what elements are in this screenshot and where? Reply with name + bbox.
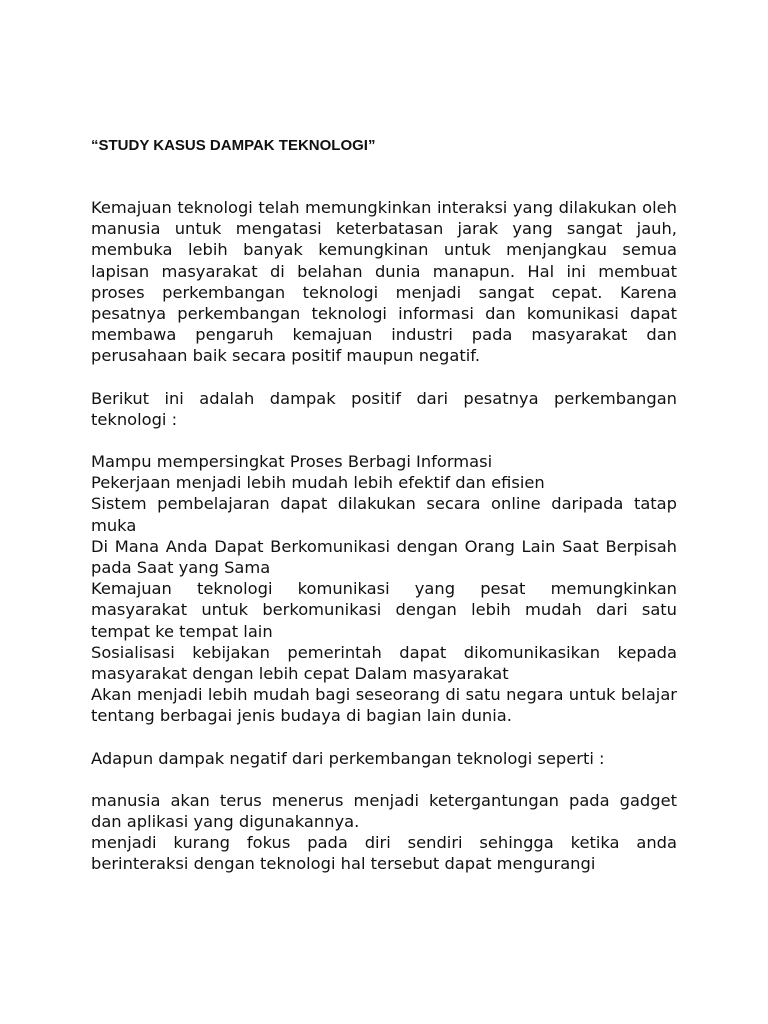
document-title: “STUDY KASUS DAMPAK TEKNOLOGI” [91, 137, 376, 154]
negative-item: manusia akan terus menerus menjadi ketergantungan pada gadget dan aplikasi yang digunakannya. [91, 790, 677, 832]
paragraph-gap [91, 430, 677, 451]
intro-paragraph: Kemajuan teknologi telah memungkinkan interaksi yang dilakukan oleh manusia untuk mengatasi keterbatasan jarak yang sangat jauh, membuka lebih banyak kemungkinan untuk menjangkau semua lapisan masyarakat di belahan dunia manapun. Hal ini membuat proses perkembangan teknologi menjadi sangat cepat. Karena pesatnya perkembangan teknologi informasi dan komunikasi dapat membawa pengaruh kemajuan industri pada masyarakat dan perusahaan baik secara positif maupun negatif. [91, 198, 677, 366]
negative-item: menjadi kurang fokus pada diri sendiri sehingga ketika anda berinteraksi dengan teknologi hal tersebut dapat mengurangi [91, 833, 677, 874]
paragraph-gap [91, 727, 677, 748]
negative-heading: Adapun dampak negatif dari perkembangan teknologi seperti : [91, 748, 605, 768]
positive-heading: Berikut ini adalah dampak positif dari pesatnya perkembangan teknologi : [91, 388, 677, 429]
positive-item: Pekerjaan menjadi lebih mudah lebih efektif dan efisien [91, 473, 545, 493]
paragraph-gap [91, 769, 677, 790]
positive-item: Kemajuan teknologi komunikasi yang pesat memungkinkan masyarakat untuk berkomunikasi dengan lebih mudah dari satu tempat ke tempat lain [91, 579, 677, 641]
positive-item: Sistem pembelajaran dapat dilakukan secara online daripada tatap muka [91, 494, 677, 535]
paragraph-gap [91, 367, 677, 388]
document-body [91, 197, 677, 875]
positive-item: Sosialisasi kebijakan pemerintah dapat dikomunikasikan kepada masyarakat dengan lebih cepat Dalam masyarakat [91, 642, 677, 684]
positive-item: Di Mana Anda Dapat Berkomunikasi dengan Orang Lain Saat Berpisah pada Saat yang Sama [91, 536, 677, 578]
positive-item: Akan menjadi lebih mudah bagi seseorang di satu negara untuk belajar tentang berbagai jenis budaya di bagian lain dunia. [91, 685, 677, 726]
positive-item: Mampu mempersingkat Proses Berbagi Informasi [91, 452, 493, 472]
